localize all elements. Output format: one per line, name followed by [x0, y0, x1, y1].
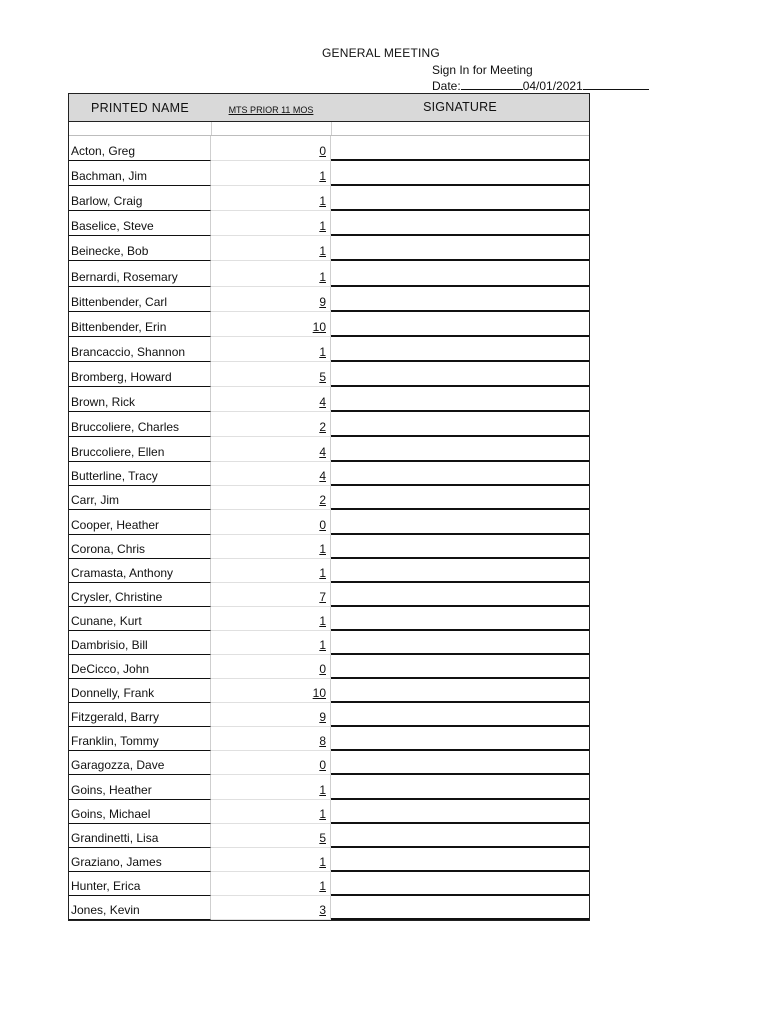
meetings-count: 3: [319, 903, 326, 917]
printed-name-cell: Grandinetti, Lisa: [69, 824, 211, 848]
table-row: [69, 727, 589, 751]
table-row: [69, 559, 589, 583]
meetings-count: 7: [319, 589, 326, 604]
meetings-cell: [211, 462, 331, 486]
table-row: [69, 607, 589, 631]
printed-name-cell: Bernardi, Rosemary: [69, 261, 211, 286]
printed-name-cell: Baselice, Steve: [69, 211, 211, 236]
meetings-cell: [211, 161, 331, 186]
meetings-cell: [211, 211, 331, 236]
signature-line[interactable]: [331, 287, 589, 312]
printed-name-cell: Franklin, Tommy: [69, 727, 211, 751]
printed-name-cell: Cooper, Heather: [69, 510, 211, 534]
date-blank-line: [461, 78, 523, 90]
signature-line[interactable]: [331, 583, 589, 607]
signature-line[interactable]: [331, 161, 589, 186]
signature-line[interactable]: [331, 261, 589, 286]
table-row: [69, 211, 589, 236]
meetings-cell: [211, 583, 331, 607]
table-row: [69, 848, 589, 872]
document-title: GENERAL MEETING: [322, 46, 440, 60]
printed-name-cell: Bittenbender, Erin: [69, 312, 211, 337]
meetings-count: 0: [319, 758, 326, 773]
table-row: [69, 775, 589, 799]
meetings-count: 9: [319, 710, 326, 725]
meetings-count: 1: [319, 854, 326, 869]
printed-name-cell: DeCicco, John: [69, 655, 211, 679]
table-row: [69, 312, 589, 337]
table-row: [69, 800, 589, 824]
meetings-cell: [211, 631, 331, 655]
signature-line[interactable]: [331, 312, 589, 337]
table-row: [69, 751, 589, 775]
meetings-cell: [211, 751, 331, 775]
signature-line[interactable]: [331, 775, 589, 799]
meetings-count: 1: [319, 344, 326, 359]
printed-name-cell: Beinecke, Bob: [69, 236, 211, 261]
table-row: [69, 510, 589, 534]
meetings-cell: [211, 236, 331, 261]
date-label: Date:: [432, 79, 461, 93]
table-row: [69, 535, 589, 559]
date-tail-line: [583, 78, 649, 90]
table-row: [69, 655, 589, 679]
meetings-count: 2: [319, 420, 326, 435]
printed-name-cell: Acton, Greg: [69, 136, 211, 161]
meetings-count: 1: [319, 878, 326, 893]
signature-line[interactable]: [331, 727, 589, 751]
signature-line[interactable]: [331, 703, 589, 727]
signature-line[interactable]: [331, 655, 589, 679]
meetings-count: 4: [319, 395, 326, 410]
column-header-name: PRINTED NAME: [90, 100, 190, 115]
printed-name-cell: Corona, Chris: [69, 535, 211, 559]
table-row: [69, 703, 589, 727]
meetings-cell: [211, 607, 331, 631]
table-row: [69, 362, 589, 387]
table-row: [69, 337, 589, 362]
table-row: [69, 261, 589, 286]
meetings-cell: [211, 486, 331, 510]
printed-name-cell: Goins, Michael: [69, 800, 211, 824]
printed-name-cell: Bruccoliere, Ellen: [69, 437, 211, 462]
signature-line[interactable]: [331, 848, 589, 872]
table-row: [69, 824, 589, 848]
meetings-cell: [211, 535, 331, 559]
printed-name-cell: Brancaccio, Shannon: [69, 337, 211, 362]
signature-line[interactable]: [331, 510, 589, 534]
meetings-cell: [211, 387, 331, 412]
printed-name-cell: Garagozza, Dave: [69, 751, 211, 775]
document-subtitle: Sign In for Meeting: [432, 63, 533, 77]
table-row: [69, 486, 589, 510]
table-row: [69, 462, 589, 486]
meetings-count: 0: [319, 144, 326, 159]
meetings-count: 0: [319, 517, 326, 532]
meetings-cell: [211, 872, 331, 896]
printed-name-cell: Goins, Heather: [69, 775, 211, 799]
signature-line[interactable]: [331, 387, 589, 412]
meetings-cell: [211, 362, 331, 387]
meetings-cell: [211, 412, 331, 437]
meetings-count: 8: [319, 734, 326, 749]
printed-name-cell: Dambrisio, Bill: [69, 631, 211, 655]
column-header-meetings: MTS PRIOR 11 MOS: [228, 104, 314, 115]
meetings-count: 5: [319, 830, 326, 845]
table-spacer-row: [69, 122, 589, 136]
signature-line[interactable]: [331, 337, 589, 362]
meetings-cell: [211, 186, 331, 211]
signature-line[interactable]: [331, 535, 589, 559]
meetings-cell: [211, 559, 331, 583]
meetings-count: 1: [319, 169, 326, 184]
table-row: [69, 161, 589, 186]
meetings-cell: [211, 337, 331, 362]
printed-name-cell: Jones, Kevin: [69, 896, 211, 920]
signature-line[interactable]: [331, 872, 589, 896]
printed-name-cell: Fitzgerald, Barry: [69, 703, 211, 727]
table-row: [69, 631, 589, 655]
meetings-count: 1: [319, 782, 326, 797]
printed-name-cell: Butterline, Tracy: [69, 462, 211, 486]
sign-in-table: [68, 93, 590, 921]
meetings-count: 1: [319, 806, 326, 821]
signature-line[interactable]: [331, 824, 589, 848]
meetings-count: 1: [319, 194, 326, 209]
meetings-count: 10: [312, 686, 326, 701]
table-header: [69, 94, 589, 122]
date-line: [432, 78, 649, 93]
signature-line[interactable]: [331, 236, 589, 261]
table-row: [69, 896, 589, 920]
signature-line[interactable]: [331, 136, 589, 161]
signature-line[interactable]: [331, 211, 589, 236]
table-row: [69, 583, 589, 607]
signature-line[interactable]: [331, 631, 589, 655]
meetings-cell: [211, 655, 331, 679]
meetings-count: 0: [319, 662, 326, 677]
printed-name-cell: Bromberg, Howard: [69, 362, 211, 387]
signature-line[interactable]: [331, 362, 589, 387]
table-row: [69, 872, 589, 896]
meetings-count: 1: [319, 244, 326, 259]
table-row: [69, 287, 589, 312]
meetings-cell: [211, 775, 331, 799]
meetings-count: 4: [319, 445, 326, 460]
meetings-cell: [211, 312, 331, 337]
printed-name-cell: Carr, Jim: [69, 486, 211, 510]
table-row: [69, 437, 589, 462]
printed-name-cell: Cramasta, Anthony: [69, 559, 211, 583]
meetings-count: 5: [319, 369, 326, 384]
signature-line[interactable]: [331, 800, 589, 824]
table-row: [69, 679, 589, 703]
printed-name-cell: Hunter, Erica: [69, 872, 211, 896]
meetings-count: 1: [319, 637, 326, 652]
signature-line[interactable]: [331, 751, 589, 775]
signature-line[interactable]: [331, 186, 589, 211]
meetings-cell: [211, 848, 331, 872]
printed-name-cell: Crysler, Christine: [69, 583, 211, 607]
meetings-count: 9: [319, 294, 326, 309]
meetings-cell: [211, 287, 331, 312]
meetings-cell: [211, 437, 331, 462]
signature-line[interactable]: [331, 896, 589, 920]
meetings-cell: [211, 727, 331, 751]
signature-line[interactable]: [331, 607, 589, 631]
meetings-cell: [211, 800, 331, 824]
printed-name-cell: Graziano, James: [69, 848, 211, 872]
table-row: [69, 186, 589, 211]
meetings-cell: [211, 261, 331, 286]
meetings-cell: [211, 703, 331, 727]
printed-name-cell: Barlow, Craig: [69, 186, 211, 211]
printed-name-cell: Donnelly, Frank: [69, 679, 211, 703]
signature-line[interactable]: [331, 486, 589, 510]
signature-line[interactable]: [331, 412, 589, 437]
printed-name-cell: Bachman, Jim: [69, 161, 211, 186]
meetings-cell: [211, 510, 331, 534]
meetings-cell: [211, 679, 331, 703]
column-header-signature: SIGNATURE: [423, 99, 497, 114]
table-row: [69, 236, 589, 261]
meetings-count: 1: [319, 219, 326, 234]
meetings-cell: [211, 824, 331, 848]
meetings-count: 4: [319, 469, 326, 484]
table-body: [69, 136, 589, 920]
date-value: 04/01/2021: [522, 79, 583, 93]
table-row: [69, 387, 589, 412]
meetings-count: 2: [319, 493, 326, 508]
printed-name-cell: Bittenbender, Carl: [69, 287, 211, 312]
meetings-cell: [211, 136, 331, 161]
printed-name-cell: Cunane, Kurt: [69, 607, 211, 631]
meetings-count: 1: [319, 613, 326, 628]
meetings-count: 1: [319, 565, 326, 580]
signature-line[interactable]: [331, 559, 589, 583]
signature-line[interactable]: [331, 462, 589, 486]
meetings-count: 10: [312, 319, 326, 334]
printed-name-cell: Bruccoliere, Charles: [69, 412, 211, 437]
meetings-cell: [211, 896, 331, 920]
printed-name-cell: Brown, Rick: [69, 387, 211, 412]
meetings-count: 1: [319, 269, 326, 284]
table-row: [69, 412, 589, 437]
meetings-count: 1: [319, 541, 326, 556]
signature-line[interactable]: [331, 679, 589, 703]
signature-line[interactable]: [331, 437, 589, 462]
table-row: [69, 136, 589, 161]
